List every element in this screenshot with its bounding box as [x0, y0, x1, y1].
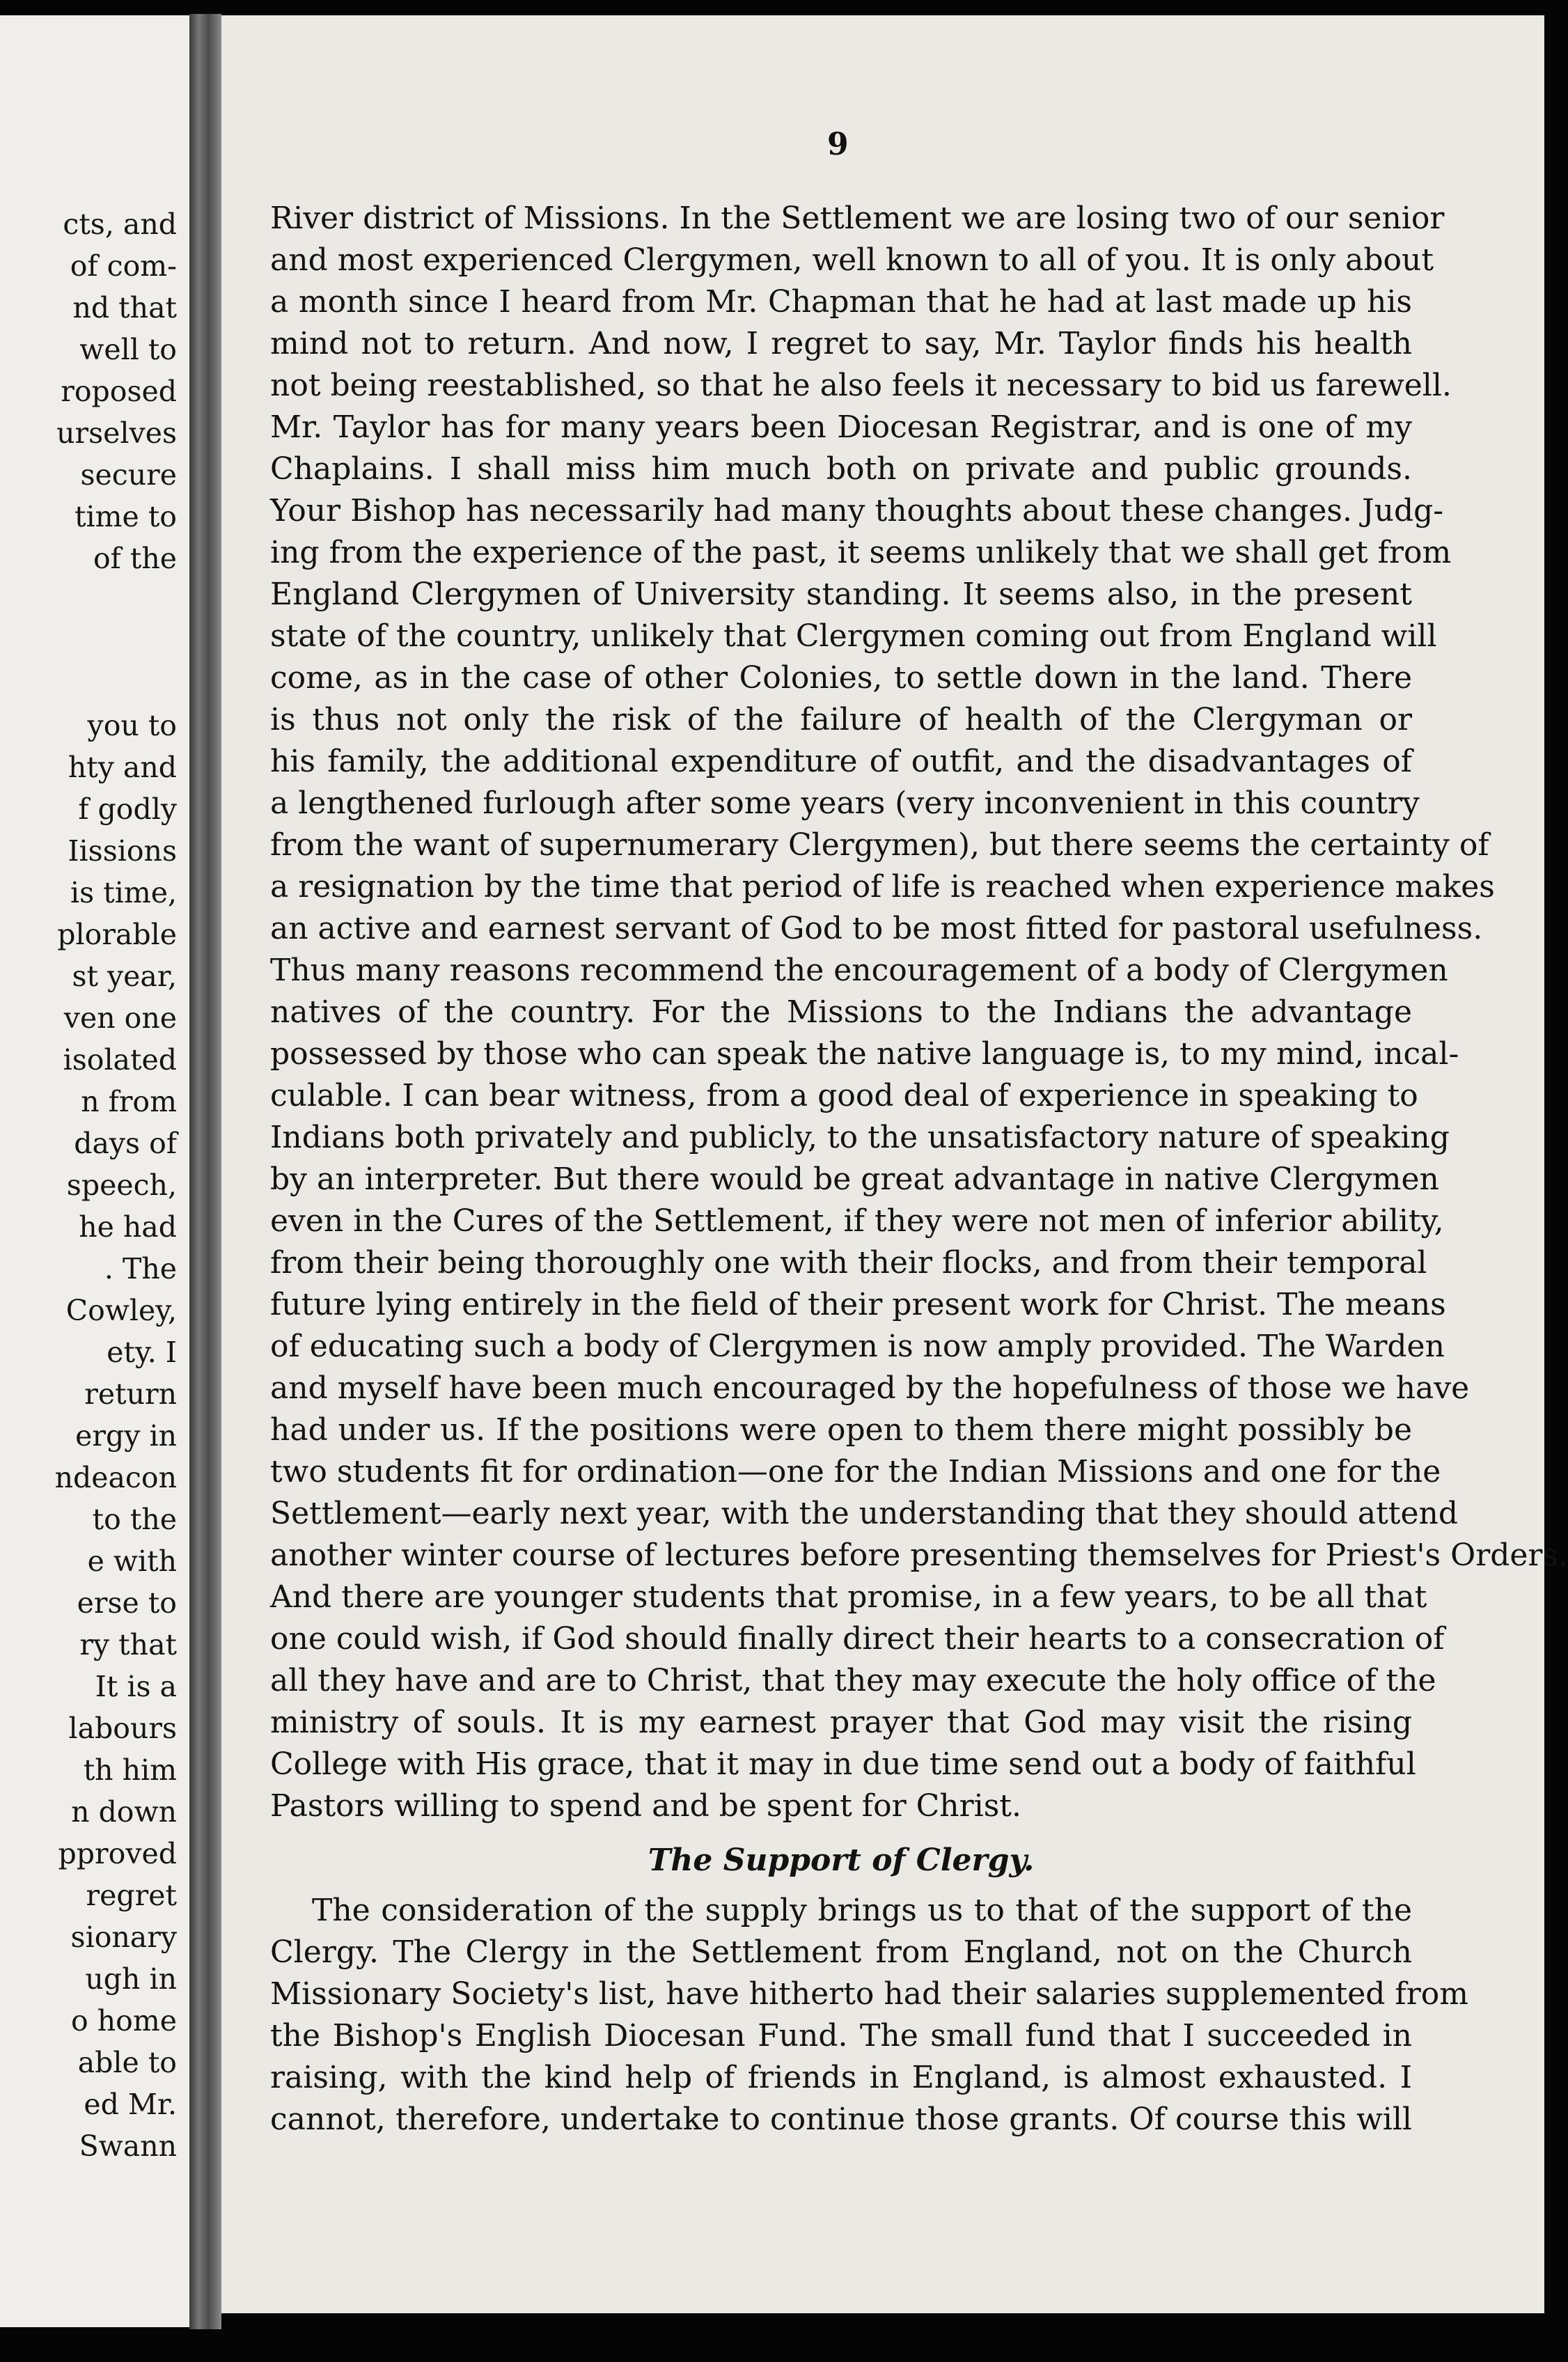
- text-line: Pastors willing to spend and be spent for Christ.: [270, 1788, 1021, 1824]
- facing-page-line: return: [84, 1377, 177, 1411]
- facing-page-line: nd that: [72, 291, 177, 324]
- text-line: a lengthened furlough after some years (very inconvenient in this country: [270, 785, 1420, 821]
- text-line: one could wish, if God should finally direct their hearts to a consecration of: [270, 1621, 1445, 1657]
- facing-page-line: able to: [77, 2046, 177, 2079]
- text-line: River district of Missions. In the Settlement we are losing two of our senior: [270, 201, 1445, 236]
- facing-page-line: Iissions: [68, 834, 177, 868]
- text-line: Chaplains. I shall miss him much both on private and public grounds.: [270, 451, 1412, 487]
- facing-page-line: of the: [93, 542, 177, 575]
- facing-page-line: sionary: [70, 1921, 177, 1954]
- text-line: had under us. If the positions were open to them there might possibly be: [270, 1412, 1412, 1448]
- facing-page-line: Swann: [79, 2129, 177, 2163]
- text-line: is thus not only the risk of the failure of health of the Clergyman or: [270, 702, 1412, 737]
- facing-page-line: e with: [87, 1544, 177, 1578]
- facing-page-line: time to: [75, 500, 177, 533]
- text-line: And there are younger students that promise, in a few years, to be all that: [270, 1579, 1427, 1615]
- facing-page-line: ry that: [79, 1628, 177, 1661]
- facing-page-line: cts, and: [63, 208, 177, 241]
- text-line: Clergy. The Clergy in the Settlement from England, not on the Church: [270, 1934, 1412, 1970]
- body-text: [270, 198, 1568, 2141]
- text-line: ministry of souls. It is my earnest prayer that God may visit the rising: [270, 1705, 1412, 1740]
- text-line: even in the Cures of the Settlement, if they were not men of inferior ability,: [270, 1203, 1444, 1239]
- book-gutter: [189, 14, 221, 2329]
- text-line: from their being thoroughly one with their flocks, and from their temporal: [270, 1245, 1427, 1281]
- text-line: ing from the experience of the past, it seems unlikely that we shall get from: [270, 535, 1452, 570]
- facing-page-line: n down: [71, 1795, 177, 1829]
- text-line: state of the country, unlikely that Clergymen coming out from England will: [270, 618, 1437, 654]
- facing-page-line: days of: [74, 1127, 177, 1160]
- text-line: natives of the country. For the Missions to the Indians the advantage: [270, 994, 1412, 1030]
- text-line: another winter course of lectures before presenting themselves for Priest's Orders.: [270, 1538, 1568, 1573]
- text-line: all they have and are to Christ, that they may execute the holy office of the: [270, 1663, 1436, 1698]
- text-line: his family, the additional expenditure of outfit, and the disadvantages of: [270, 744, 1412, 779]
- text-line: and myself have been much encouraged by the hopefulness of those we have: [270, 1370, 1470, 1406]
- text-line: Thus many reasons recommend the encouragement of a body of Clergymen: [270, 953, 1448, 988]
- text-line: mind not to return. And now, I regret to say, Mr. Taylor finds his health: [270, 326, 1412, 361]
- facing-page-line: of com-: [70, 249, 177, 283]
- text-line: and most experienced Clergymen, well known to all of you. It is only about: [270, 242, 1434, 278]
- facing-page-line: urselves: [56, 416, 177, 450]
- page-number: 9: [827, 127, 849, 162]
- text-line: future lying entirely in the field of their present work for Christ. The means: [270, 1287, 1446, 1322]
- facing-page-line: secure: [80, 458, 177, 492]
- text-line: Indians both privately and publicly, to the unsatisfactory nature of speaking: [270, 1120, 1450, 1155]
- facing-page-line: th him: [83, 1753, 177, 1787]
- facing-page-line: ugh in: [85, 1962, 177, 1996]
- facing-page-line: n from: [81, 1085, 177, 1118]
- facing-page-line: roposed: [61, 375, 177, 408]
- facing-page-line: . The: [104, 1252, 177, 1285]
- facing-page-line: hty and: [68, 751, 177, 784]
- facing-page-line: ed Mr.: [84, 2088, 177, 2121]
- text-line: from the want of supernumerary Clergymen), but there seems the certainty of: [270, 827, 1489, 863]
- facing-page-fragment: [0, 15, 189, 2327]
- facing-page-line: erse to: [77, 1586, 177, 1620]
- facing-page-line: is time,: [70, 876, 177, 909]
- facing-page-line: regret: [86, 1879, 177, 1912]
- text-line: by an interpreter. But there would be great advantage in native Clergymen: [270, 1162, 1439, 1197]
- text-line: The consideration of the supply brings us to that of the support of the: [312, 1893, 1412, 1928]
- document-page: [221, 15, 1568, 2313]
- text-line: raising, with the kind help of friends in England, is almost exhausted. I: [270, 2060, 1412, 2095]
- text-line: possessed by those who can speak the native language is, to my mind, incal-: [270, 1036, 1459, 1072]
- text-line: come, as in the case of other Colonies, to settle down in the land. There: [270, 660, 1412, 696]
- text-line: not being reestablished, so that he also feels it necessary to bid us farewell.: [270, 368, 1452, 403]
- text-line: a month since I heard from Mr. Chapman that he had at last made up his: [270, 284, 1412, 320]
- section-heading: The Support of Clergy.: [648, 1843, 1035, 1878]
- facing-page-line: you to: [87, 709, 177, 742]
- text-line: Mr. Taylor has for many years been Diocesan Registrar, and is one of my: [270, 409, 1412, 445]
- facing-page-line: ety. I: [107, 1336, 177, 1369]
- text-line: Your Bishop has necessarily had many thoughts about these changes. Judg-: [270, 493, 1444, 529]
- text-line: College with His grace, that it may in due time send out a body of faithful: [270, 1746, 1416, 1782]
- facing-page-line: ven one: [63, 1001, 177, 1035]
- facing-page-line: speech,: [66, 1168, 177, 1202]
- text-line: Missionary Society's list, have hitherto had their salaries supplemented from: [270, 1976, 1468, 2012]
- facing-page-line: he had: [79, 1210, 177, 1244]
- facing-page-line: plorable: [57, 918, 177, 951]
- facing-page-line: isolated: [63, 1043, 177, 1077]
- text-line: an active and earnest servant of God to be most fitted for pastoral usefulness.: [270, 911, 1483, 946]
- text-line: of educating such a body of Clergymen is now amply provided. The Warden: [270, 1329, 1445, 1364]
- facing-page-line: labours: [68, 1712, 177, 1745]
- text-line: England Clergymen of University standing. It seems also, in the present: [270, 577, 1412, 612]
- facing-page-line: st year,: [72, 960, 177, 993]
- facing-page-line: It is a: [95, 1670, 177, 1703]
- facing-page-line: o home: [71, 2004, 177, 2038]
- text-line: two students fit for ordination—one for the Indian Missions and one for the: [270, 1454, 1441, 1489]
- facing-page-line: Cowley,: [65, 1294, 177, 1327]
- text-line: cannot, therefore, undertake to continue those grants. Of course this will: [270, 2102, 1412, 2137]
- facing-page-line: ndeacon: [54, 1461, 177, 1494]
- text-line: a resignation by the time that period of life is reached when experience makes: [270, 869, 1495, 905]
- facing-page-line: f godly: [78, 792, 177, 826]
- text-line: Settlement—early next year, with the understanding that they should attend: [270, 1496, 1459, 1531]
- facing-page-line: ergy in: [75, 1419, 177, 1453]
- facing-page-line: to the: [92, 1503, 177, 1536]
- text-line: culable. I can bear witness, from a good deal of experience in speaking to: [270, 1078, 1418, 1113]
- facing-page-line: well to: [79, 333, 177, 366]
- facing-page-line: pproved: [58, 1837, 177, 1870]
- text-line: the Bishop's English Diocesan Fund. The small fund that I succeeded in: [270, 2018, 1412, 2054]
